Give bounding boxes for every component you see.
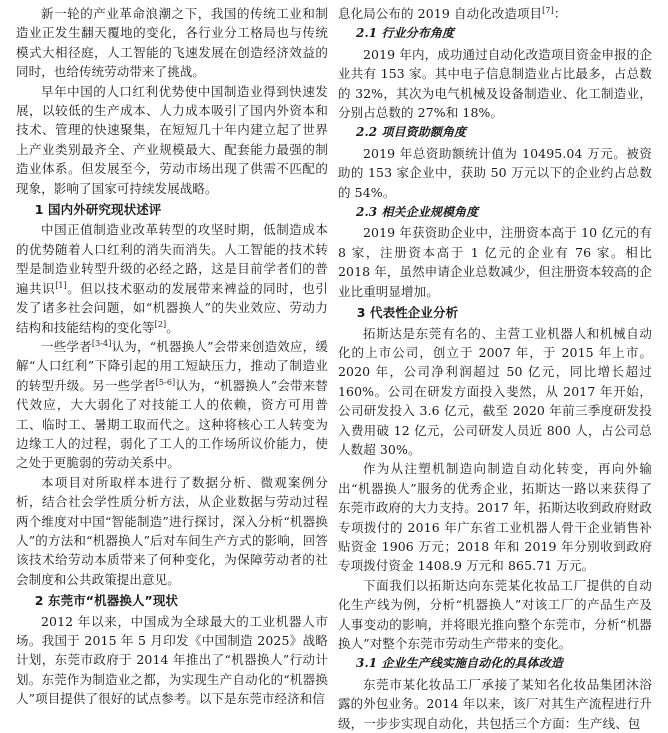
industry-paragraph: 2019 年内，成功通过自动化改造项目资金申报的企业共有 153 家。其中电子信息制造业占比最多，占总数的 32%，其次为电气机械及设备制造业、化工制造业，分别占总数的 27%和 18%。 xyxy=(338,46,652,121)
section-2-heading: 2 东莞市“机器换人”现状 xyxy=(34,593,179,609)
section-1-heading: 1 国内外研究现状述评 xyxy=(34,202,162,218)
review-paragraph-2: 一些学者[3-4]认为，“机器换人”会带来创造效应，缓解“人口红利”下降引起的用工短缺压力，推动了制造业的转型升级。另一些学者[5-6]认为，“机器换人”会带来替代效应，大大弱化了对技能工人的依赖，资方可用普工、临时工、暑期工取而代之。这种将核心工人转变为边缘工人的过程，弱化了工人的工作场所议价能力，使之处于更脆弱的劳动关系中。 xyxy=(16,338,328,471)
citation: [7] xyxy=(542,5,554,15)
right-column xyxy=(338,4,652,733)
production-paragraph: 东莞市某化妆品工厂承接了某知名化妆品集团沐浴露的外包业务。2014 年以来，该厂对其生产流程进行升级，一步步实现自动化，共包括三个方面：生产线、包 xyxy=(338,676,652,731)
review-paragraph-3: 本项目对所取样本进行了数据分析、微观案例分析，结合社会学性质分析方法，从企业数据与劳动过程两个维度对中国“智能制造”进行探讨，深入分析“机器换人”的方法和“机器换人”后对车间生产方式的影响，回答该技术给劳动本质带来了何种变化，为保障劳动者的社会制度和公共政策提出意见。 xyxy=(16,474,328,587)
left-column xyxy=(16,4,328,709)
status-paragraph: 2012 年以来，中国成为全球最大的工业机器人市场。我国于 2015 年 5 月印发《中国制造 2025》战略计划，东莞市政府于 2014 年推出了“机器换人”行动计划。东莞作为制造业之都，为实现生产自动化的“机器换人”项目提供了很好的试点参考。以下是东莞市经济和信 xyxy=(16,613,328,707)
section-3-1-heading: 3.1 企业生产线实施自动化的具体改造 xyxy=(356,656,563,671)
citation: [1] xyxy=(55,280,67,290)
section-2-3-heading: 2.3 相关企业规模角度 xyxy=(356,205,479,220)
scale-paragraph: 2019 年获资助企业中，注册资本高于 10 亿元的有 8 家，注册资本高于 1 亿元的企业有 76 家。相比 2018 年，虽然申请企业总数减少，但注册资本较高的企业比重明显增加。 xyxy=(338,225,652,299)
section-2-2-heading: 2.2 项目资助额角度 xyxy=(356,125,467,140)
company-paragraph-1: 拓斯达是东莞有名的、主营工业机器人和机械自动化的上市公司，创立于 2007 年，于 2015 年上市。2020 年，公司净利润超过 50 亿元，同比增长超过 160%。公司在研发方面投入斐然，从 2017 年开始，公司研发投入 3.6 亿元，截至 2020 年前三季度研发投入费用破 12 亿元，公司研发人员近 800 人，占公司总人数超 30%。 xyxy=(338,325,652,457)
funding-paragraph: 2019 年总资助额统计值为 10495.04 万元。被资助的 153 家企业中，获助 50 万元以下的企业约占总数的 54%。 xyxy=(338,145,652,200)
continued-paragraph: 息化局公布的 2019 自动化改造项目[7]： xyxy=(338,5,567,21)
section-3-heading: 3 代表性企业分析 xyxy=(356,305,459,321)
section-2-1-heading: 2.1 行业分布角度 xyxy=(356,26,455,41)
citation: [3-4] xyxy=(91,338,112,348)
intro-paragraph-1: 新一轮的产业革命浪潮之下，我国的传统工业和制造业正发生翻天覆地的变化，各行业分工格局也与传统模式大相径庭，人工智能的飞速发展在创造经济效益的同时，也给传统劳动带来了挑战。 xyxy=(16,6,328,80)
intro-paragraph-2: 早年中国的人口红利优势使中国制造业得到快速发展，以较低的生产成本、人力成本吸引了国内外资本和技术、管理的快速聚集，在短短几十年内建立起了世界上产业类别最齐全、产业规模最大、配套能力最强的制造业体系。但发展至今，劳动市场出现了供需不匹配的现象，影响了国家可持续发展战略。 xyxy=(16,83,328,196)
company-paragraph-3: 下面我们以拓斯达向东莞某化妆品工厂提供的自动化生产线为例，分析“机器换人”对该工厂的产品生产及人事变动的影响，并将眼光推向整个东莞市，分析“机器换人”对整个东莞市劳动生产带来的变化。 xyxy=(338,577,652,651)
review-paragraph-1: 中国正值制造业改革转型的攻坚时期，低制造成本的优势随着人口红利的消失而消失。人工智能的技术转型是制造业转型升级的必经之路，这是目前学者们的普遍共识[1]。但以技术驱动的发展带来裨益的同时，也引发了诸多社会问题，如“机器换人”的失业效应、劳动力结构和技能结构的变化等[2]。 xyxy=(16,222,328,335)
citation: [5-6] xyxy=(155,377,176,387)
company-paragraph-2: 作为从注塑机制造向制造自动化转变，再向外输出“机器换人”服务的优秀企业，拓斯达一路以来获得了东莞市政府的大力支持。2017 年，拓斯达收到政府财政专项拨付的 2016 年广东省工业机器人骨干企业销售补贴资金 1906 万元；2018 年和 2019 年分别收到政府专项拨付资金 1408.9 万元和 865.71 万元。 xyxy=(338,461,652,574)
citation: [2] xyxy=(154,319,167,329)
